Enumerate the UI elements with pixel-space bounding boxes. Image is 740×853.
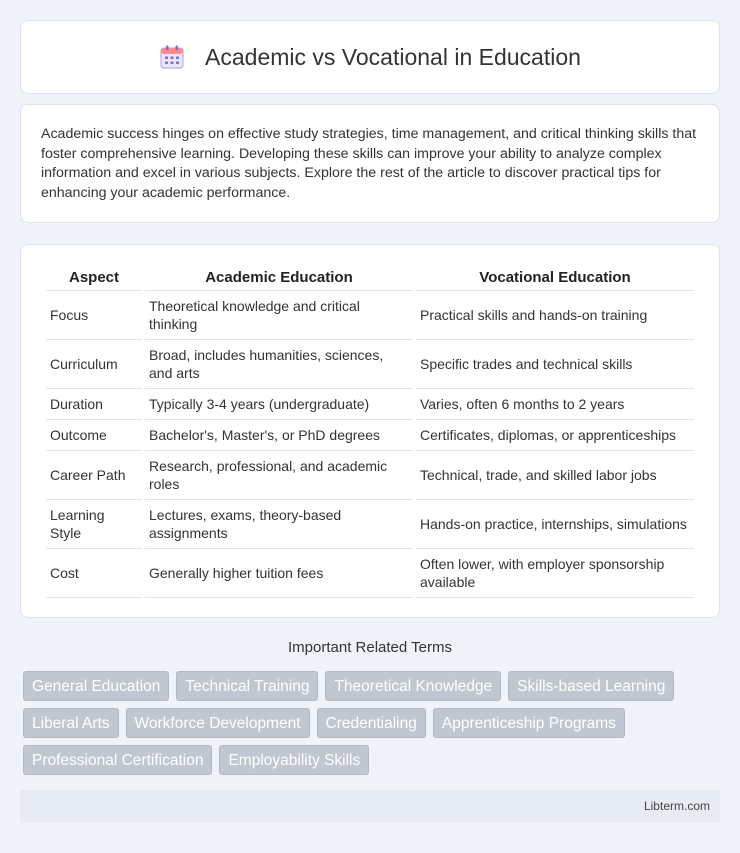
cell-vocational: Practical skills and hands-on training	[416, 291, 694, 340]
calendar-icon	[159, 44, 185, 70]
intro-text: Academic success hinges on effective study strategies, time management, and critical thinking skills that foster comprehensive learning. Developing these skills can improve your ability to analyze complex information and excel in various subjects. Explore the rest of the article to discover practical tips for enhancing your academic performance.	[41, 126, 697, 201]
term-tag-theoretical-knowledge[interactable]: Theoretical Knowledge	[325, 671, 501, 701]
cell-vocational: Technical, trade, and skilled labor jobs	[416, 451, 694, 500]
table-row	[46, 389, 694, 420]
cell-aspect: Career Path	[46, 451, 142, 500]
page-title: Academic vs Vocational in Education	[205, 43, 581, 70]
related-terms-title: Important Related Terms	[288, 639, 452, 656]
header-academic: Academic Education	[145, 265, 413, 291]
intro-card	[20, 104, 720, 223]
related-terms-list	[23, 671, 723, 775]
cell-vocational: Often lower, with employer sponsorship available	[416, 549, 694, 598]
term-tag-technical-training[interactable]: Technical Training	[176, 671, 318, 701]
table-row	[46, 291, 694, 340]
cell-aspect: Curriculum	[46, 340, 142, 389]
footer	[20, 790, 720, 823]
header-card	[20, 20, 720, 94]
cell-aspect: Outcome	[46, 420, 142, 451]
cell-aspect: Duration	[46, 389, 142, 420]
cell-academic: Theoretical knowledge and critical thinking	[145, 291, 413, 340]
term-tag-employability-skills[interactable]: Employability Skills	[219, 745, 369, 775]
term-tag-skills-based-learning[interactable]: Skills-based Learning	[508, 671, 674, 701]
term-tag-apprenticeship-programs[interactable]: Apprenticeship Programs	[433, 708, 625, 738]
cell-academic: Typically 3-4 years (undergraduate)	[145, 389, 413, 420]
cell-vocational: Varies, often 6 months to 2 years	[416, 389, 694, 420]
cell-aspect: Cost	[46, 549, 142, 598]
table-header-row	[46, 265, 694, 291]
cell-academic: Lectures, exams, theory-based assignments	[145, 500, 413, 549]
footer-site-link[interactable]: Libterm.com	[643, 799, 710, 813]
cell-aspect: Focus	[46, 291, 142, 340]
cell-academic: Research, professional, and academic roles	[145, 451, 413, 500]
term-tag-workforce-development[interactable]: Workforce Development	[126, 708, 310, 738]
cell-vocational: Hands-on practice, internships, simulations	[416, 500, 694, 549]
comparison-table	[43, 265, 697, 598]
table-row	[46, 420, 694, 451]
cell-academic: Generally higher tuition fees	[145, 549, 413, 598]
comparison-table-card	[20, 244, 720, 618]
header-vocational: Vocational Education	[416, 265, 694, 291]
cell-vocational: Specific trades and technical skills	[416, 340, 694, 389]
term-tag-general-education[interactable]: General Education	[23, 671, 169, 701]
cell-academic: Bachelor's, Master's, or PhD degrees	[145, 420, 413, 451]
term-tag-liberal-arts[interactable]: Liberal Arts	[23, 708, 119, 738]
cell-aspect: Learning Style	[46, 500, 142, 549]
cell-academic: Broad, includes humanities, sciences, and arts	[145, 340, 413, 389]
table-row	[46, 451, 694, 500]
table-row	[46, 340, 694, 389]
table-row	[46, 500, 694, 549]
table-row	[46, 549, 694, 598]
term-tag-professional-certification[interactable]: Professional Certification	[23, 745, 212, 775]
cell-vocational: Certificates, diplomas, or apprenticeships	[416, 420, 694, 451]
term-tag-credentialing[interactable]: Credentialing	[317, 708, 426, 738]
header-aspect: Aspect	[46, 265, 142, 291]
